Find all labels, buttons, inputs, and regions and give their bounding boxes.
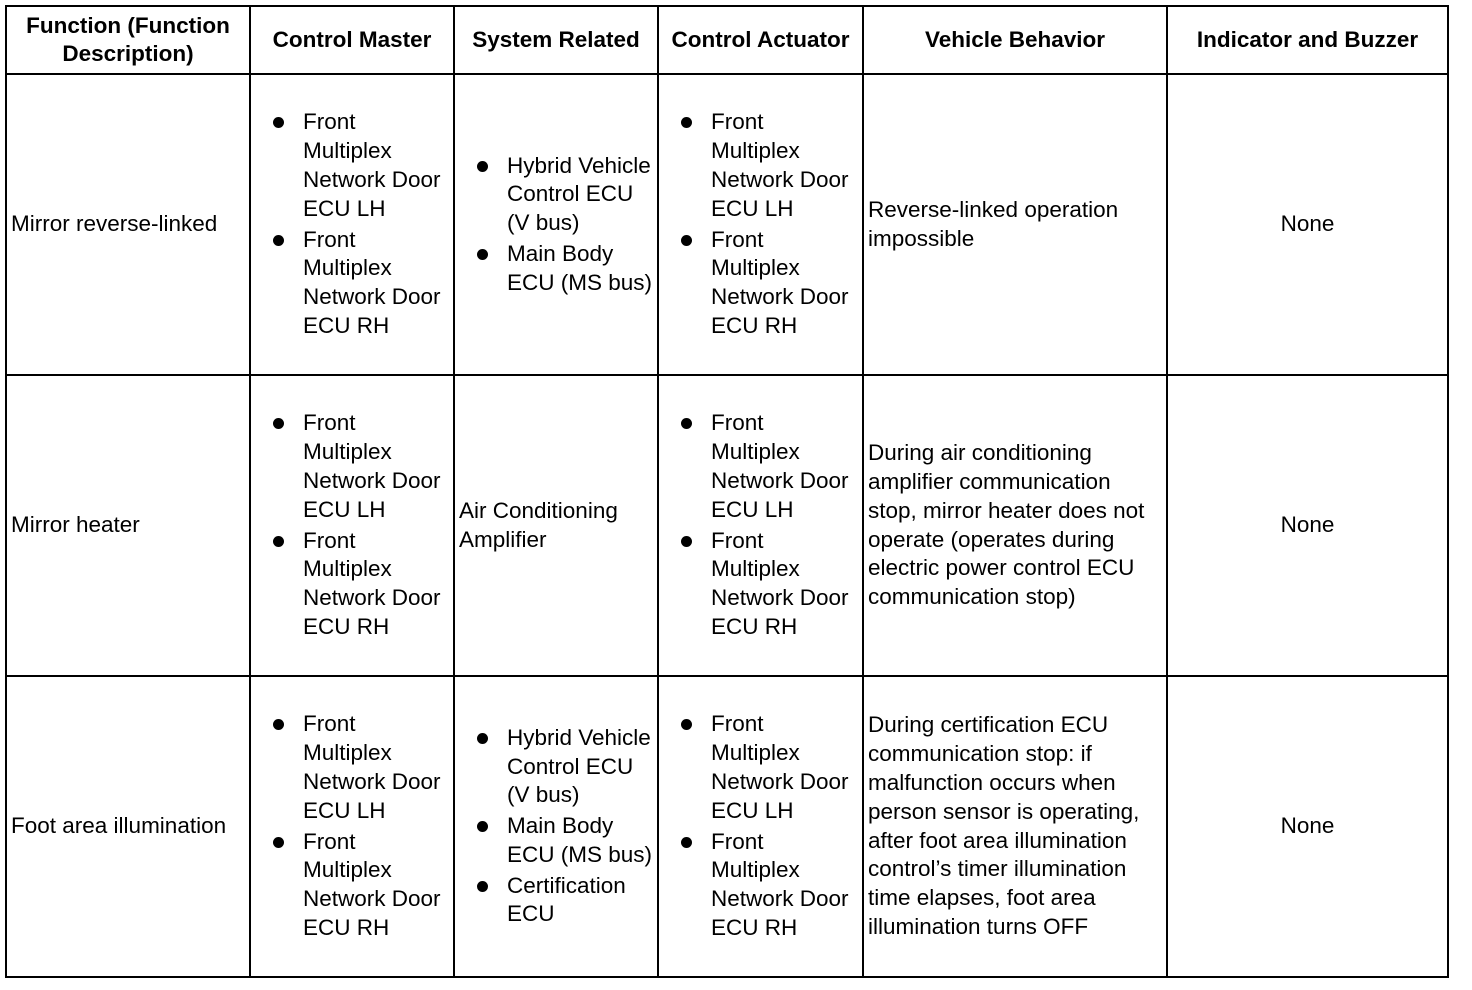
bullet-icon [477, 881, 488, 892]
list-item: Front Multiplex Network Door ECU LH [663, 409, 858, 524]
header-control-master: Control Master [250, 6, 454, 74]
bullet-icon [273, 837, 284, 848]
control-master-cell [250, 74, 454, 375]
bullet-icon [273, 418, 284, 429]
list-item: Main Body ECU (MS bus) [459, 240, 653, 298]
control-master-list [255, 108, 449, 340]
control-actuator-cell [658, 74, 863, 375]
table-row [6, 676, 1448, 977]
list-item: Hybrid Vehicle Control ECU (V bus) [459, 152, 653, 238]
indicator-buzzer-cell: None [1167, 676, 1448, 977]
bullet-icon [477, 249, 488, 260]
bullet-icon [681, 719, 692, 730]
control-master-list [255, 409, 449, 641]
indicator-buzzer-cell: None [1167, 375, 1448, 676]
list-item: Main Body ECU (MS bus) [459, 812, 653, 870]
system-related-cell [454, 676, 658, 977]
system-related-cell: Air Conditioning Amplifier [454, 375, 658, 676]
list-item: Front Multiplex Network Door ECU RH [663, 828, 858, 943]
control-master-cell [250, 375, 454, 676]
bullet-icon [681, 117, 692, 128]
bullet-icon [273, 536, 284, 547]
function-cell: Foot area illumination [6, 676, 250, 977]
list-item: Hybrid Vehicle Control ECU (V bus) [459, 724, 653, 810]
function-cell: Mirror heater [6, 375, 250, 676]
header-indicator-buzzer: Indicator and Buzzer [1167, 6, 1448, 74]
control-actuator-cell [658, 375, 863, 676]
table-row [6, 375, 1448, 676]
list-item: Front Multiplex Network Door ECU RH [255, 527, 449, 642]
bullet-icon [681, 235, 692, 246]
indicator-buzzer-cell: None [1167, 74, 1448, 375]
header-control-actuator: Control Actuator [658, 6, 863, 74]
vehicle-behavior-cell: During air conditioning amplifier communication stop, mirror heater does not operate (operates during electric power control ECU communication stop) [863, 375, 1167, 676]
bullet-icon [681, 837, 692, 848]
bullet-icon [273, 719, 284, 730]
list-item: Front Multiplex Network Door ECU LH [255, 409, 449, 524]
control-master-cell [250, 676, 454, 977]
list-item: Front Multiplex Network Door ECU LH [255, 710, 449, 825]
system-related-cell [454, 74, 658, 375]
bullet-icon [477, 821, 488, 832]
list-item: Front Multiplex Network Door ECU LH [663, 108, 858, 223]
control-actuator-list [663, 108, 858, 340]
bullet-icon [477, 161, 488, 172]
header-row [6, 6, 1448, 74]
control-master-list [255, 710, 449, 942]
system-related-list [459, 152, 653, 298]
control-actuator-list [663, 409, 858, 641]
function-cell: Mirror reverse-linked [6, 74, 250, 375]
header-vehicle-behavior: Vehicle Behavior [863, 6, 1167, 74]
bullet-icon [681, 418, 692, 429]
list-item: Front Multiplex Network Door ECU LH [663, 710, 858, 825]
list-item: Certification ECU [459, 872, 653, 930]
header-system-related: System Related [454, 6, 658, 74]
list-item: Front Multiplex Network Door ECU RH [663, 527, 858, 642]
system-related-list [459, 724, 653, 930]
bullet-icon [273, 117, 284, 128]
control-actuator-cell [658, 676, 863, 977]
vehicle-behavior-cell: Reverse-linked operation impossible [863, 74, 1167, 375]
bullet-icon [477, 733, 488, 744]
bullet-icon [273, 235, 284, 246]
header-function: Function (Function Description) [6, 6, 250, 74]
list-item: Front Multiplex Network Door ECU RH [663, 226, 858, 341]
function-table [5, 5, 1449, 978]
bullet-icon [681, 536, 692, 547]
list-item: Front Multiplex Network Door ECU RH [255, 226, 449, 341]
list-item: Front Multiplex Network Door ECU RH [255, 828, 449, 943]
control-actuator-list [663, 710, 858, 942]
vehicle-behavior-cell: During certification ECU communication stop: if malfunction occurs when person sensor is operating, after foot area illumination control’s timer illumination time elapses, foot area illumination turns OFF [863, 676, 1167, 977]
table-row [6, 74, 1448, 375]
list-item: Front Multiplex Network Door ECU LH [255, 108, 449, 223]
